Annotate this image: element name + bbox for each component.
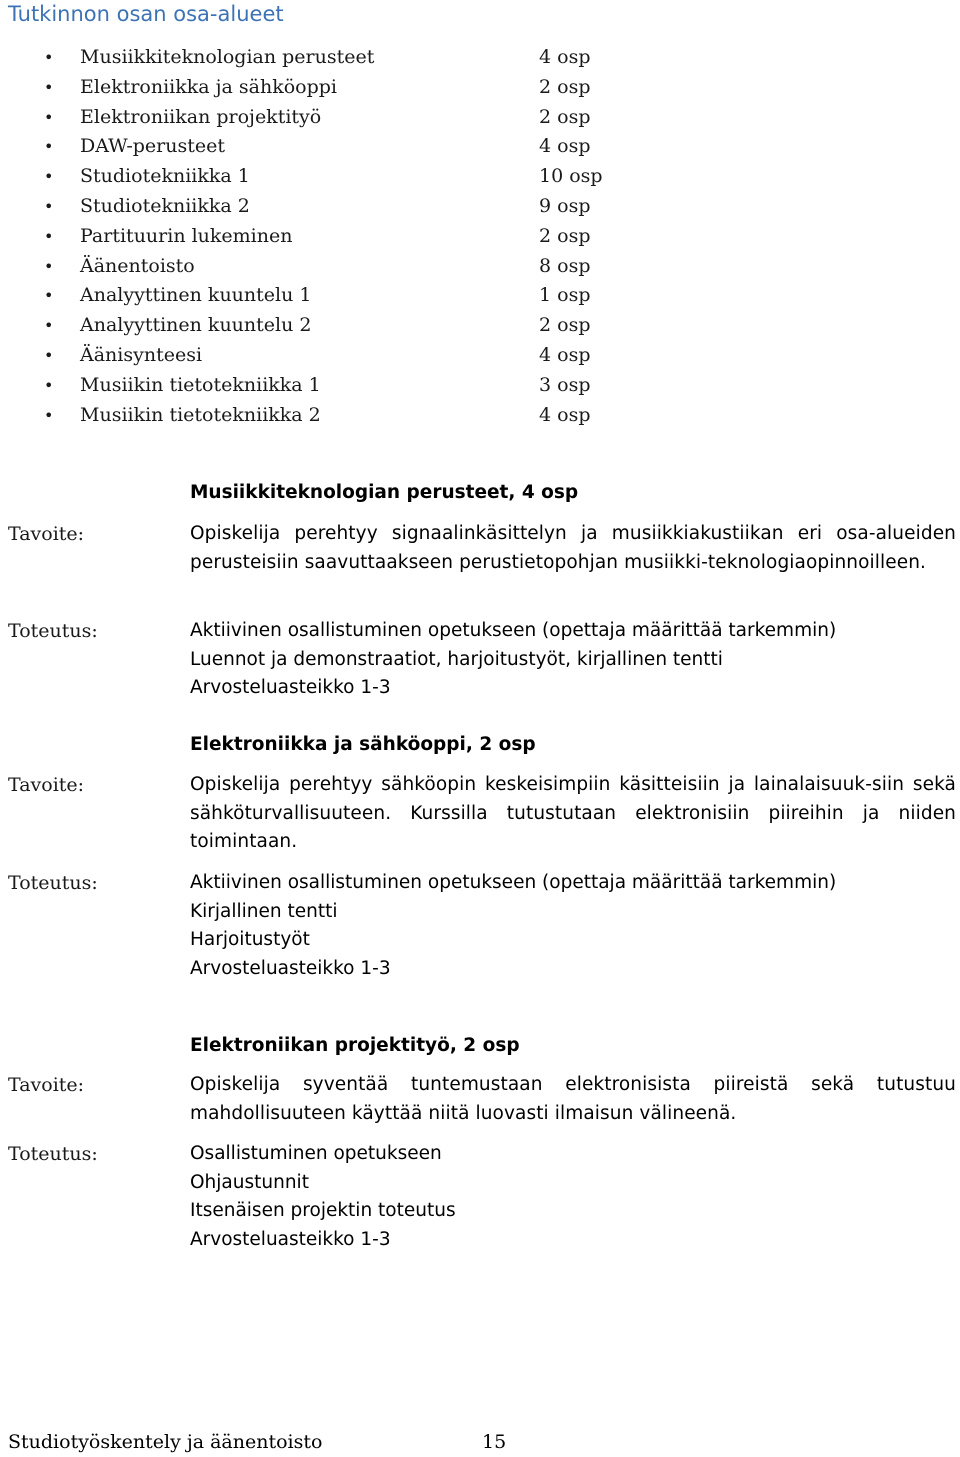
list-item xyxy=(0,103,700,133)
course-name: Studiotekniikka 1 xyxy=(80,165,250,188)
section-title-musiikkiteknologian-perusteet: Musiikkiteknologian perusteet, 4 osp xyxy=(190,482,579,503)
section-title-elektroniikan-projektityo: Elektroniikan projektityö, 2 osp xyxy=(190,1035,520,1056)
implementation-line: Osallistuminen opetukseen xyxy=(190,1143,442,1164)
implementation-line: Aktiivinen osallistuminen opetukseen (opettaja määrittää tarkemmin) xyxy=(190,620,837,641)
section-goal-text: Opiskelija perehtyy signaalinkäsittelyn ja musiikkiakustiikan eri osa-alueiden perusteisiin saavuttaakseen perustietopohjan musiikki-teknologiaopinnoilleen. xyxy=(190,523,956,573)
bullet-icon: • xyxy=(44,107,54,127)
bullet-icon: • xyxy=(44,226,54,246)
course-credits: 9 osp xyxy=(539,194,591,217)
list-item xyxy=(0,43,700,73)
list-item xyxy=(0,371,700,401)
page-number: 15 xyxy=(482,1431,507,1453)
course-name: Äänisynteesi xyxy=(80,343,203,366)
course-credits: 10 osp xyxy=(539,165,603,188)
implementation-line: Ohjaustunnit xyxy=(190,1171,309,1193)
implementation-line: Harjoitustyöt xyxy=(190,929,310,950)
implementation-line: Arvosteluasteikko 1-3 xyxy=(190,957,391,979)
course-credits: 2 osp xyxy=(539,224,591,247)
list-item xyxy=(0,192,700,222)
bullet-icon: • xyxy=(44,286,54,306)
list-item xyxy=(0,401,700,431)
course-credits: 8 osp xyxy=(539,254,591,277)
course-credits: 4 osp xyxy=(539,46,591,68)
implementation-label: Toteutus: xyxy=(8,620,98,642)
bullet-icon: • xyxy=(44,196,54,216)
bullet-icon: • xyxy=(44,167,54,187)
course-name: Analyyttinen kuuntelu 2 xyxy=(80,314,312,337)
course-name: Musiikin tietotekniikka 2 xyxy=(80,403,321,426)
course-name: Partituurin lukeminen xyxy=(80,224,293,247)
course-list xyxy=(0,43,700,430)
goal-label: Tavoite: xyxy=(8,774,85,796)
section-goal-text: Opiskelija syventää tuntemustaan elektronisista piireistä sekä tutustuu mahdollisuuteen käyttää niitä luovasti ilmaisun välineenä. xyxy=(190,1074,956,1124)
list-item xyxy=(0,162,700,192)
implementation-label: Toteutus: xyxy=(8,872,98,894)
list-item xyxy=(0,252,700,282)
course-name: Äänentoisto xyxy=(80,254,195,277)
page-heading: Tutkinnon osan osa-alueet xyxy=(8,2,284,26)
course-name: DAW-perusteet xyxy=(80,135,225,158)
bullet-icon: • xyxy=(44,405,54,425)
bullet-icon: • xyxy=(44,375,54,395)
course-credits: 3 osp xyxy=(539,373,591,396)
course-name: Elektroniikka ja sähköoppi xyxy=(80,75,338,98)
implementation-line: Itsenäisen projektin toteutus xyxy=(190,1200,456,1221)
bullet-icon: • xyxy=(44,345,54,365)
footer-title: Studiotyöskentely ja äänentoisto xyxy=(8,1431,323,1453)
implementation-label: Toteutus: xyxy=(8,1143,98,1165)
list-item xyxy=(0,341,700,371)
course-name: Studiotekniikka 2 xyxy=(80,194,250,217)
goal-label: Tavoite: xyxy=(8,523,85,545)
section-goal-text: Opiskelija perehtyy sähköopin keskeisimpiin käsitteisiin ja lainalaisuuk-siin sekä sähköturvallisuuteen. Kurssilla tutustutaan elektronisiin piireihin ja niiden toimintaan. xyxy=(190,774,956,852)
course-credits: 2 osp xyxy=(539,314,591,337)
bullet-icon: • xyxy=(44,77,54,97)
section-title-elektroniikka-ja-sahkooppi: Elektroniikka ja sähköoppi, 2 osp xyxy=(190,734,536,755)
implementation-line: Arvosteluasteikko 1-3 xyxy=(190,1228,391,1250)
list-item xyxy=(0,311,700,341)
course-credits: 4 osp xyxy=(539,135,591,158)
bullet-icon: • xyxy=(44,137,54,157)
course-name: Analyyttinen kuuntelu 1 xyxy=(80,284,312,307)
list-item xyxy=(0,132,700,162)
implementation-line: Aktiivinen osallistuminen opetukseen (opettaja määrittää tarkemmin) xyxy=(190,872,837,893)
course-credits: 2 osp xyxy=(539,105,591,128)
course-credits: 2 osp xyxy=(539,75,591,98)
goal-label: Tavoite: xyxy=(8,1074,85,1096)
course-name: Musiikkiteknologian perusteet xyxy=(80,46,375,68)
implementation-line: Luennot ja demonstraatiot, harjoitustyöt, kirjallinen tentti xyxy=(190,648,723,670)
course-name: Musiikin tietotekniikka 1 xyxy=(80,373,321,396)
course-name: Elektroniikan projektityö xyxy=(80,105,322,128)
bullet-icon: • xyxy=(44,48,54,67)
course-credits: 4 osp xyxy=(539,343,591,366)
implementation-line: Kirjallinen tentti xyxy=(190,900,338,922)
bullet-icon: • xyxy=(44,256,54,276)
implementation-line: Arvosteluasteikko 1-3 xyxy=(190,677,391,698)
bullet-icon: • xyxy=(44,316,54,336)
list-item xyxy=(0,281,700,311)
list-item xyxy=(0,222,700,252)
course-credits: 1 osp xyxy=(539,284,591,307)
course-credits: 4 osp xyxy=(539,403,591,426)
list-item xyxy=(0,73,700,103)
